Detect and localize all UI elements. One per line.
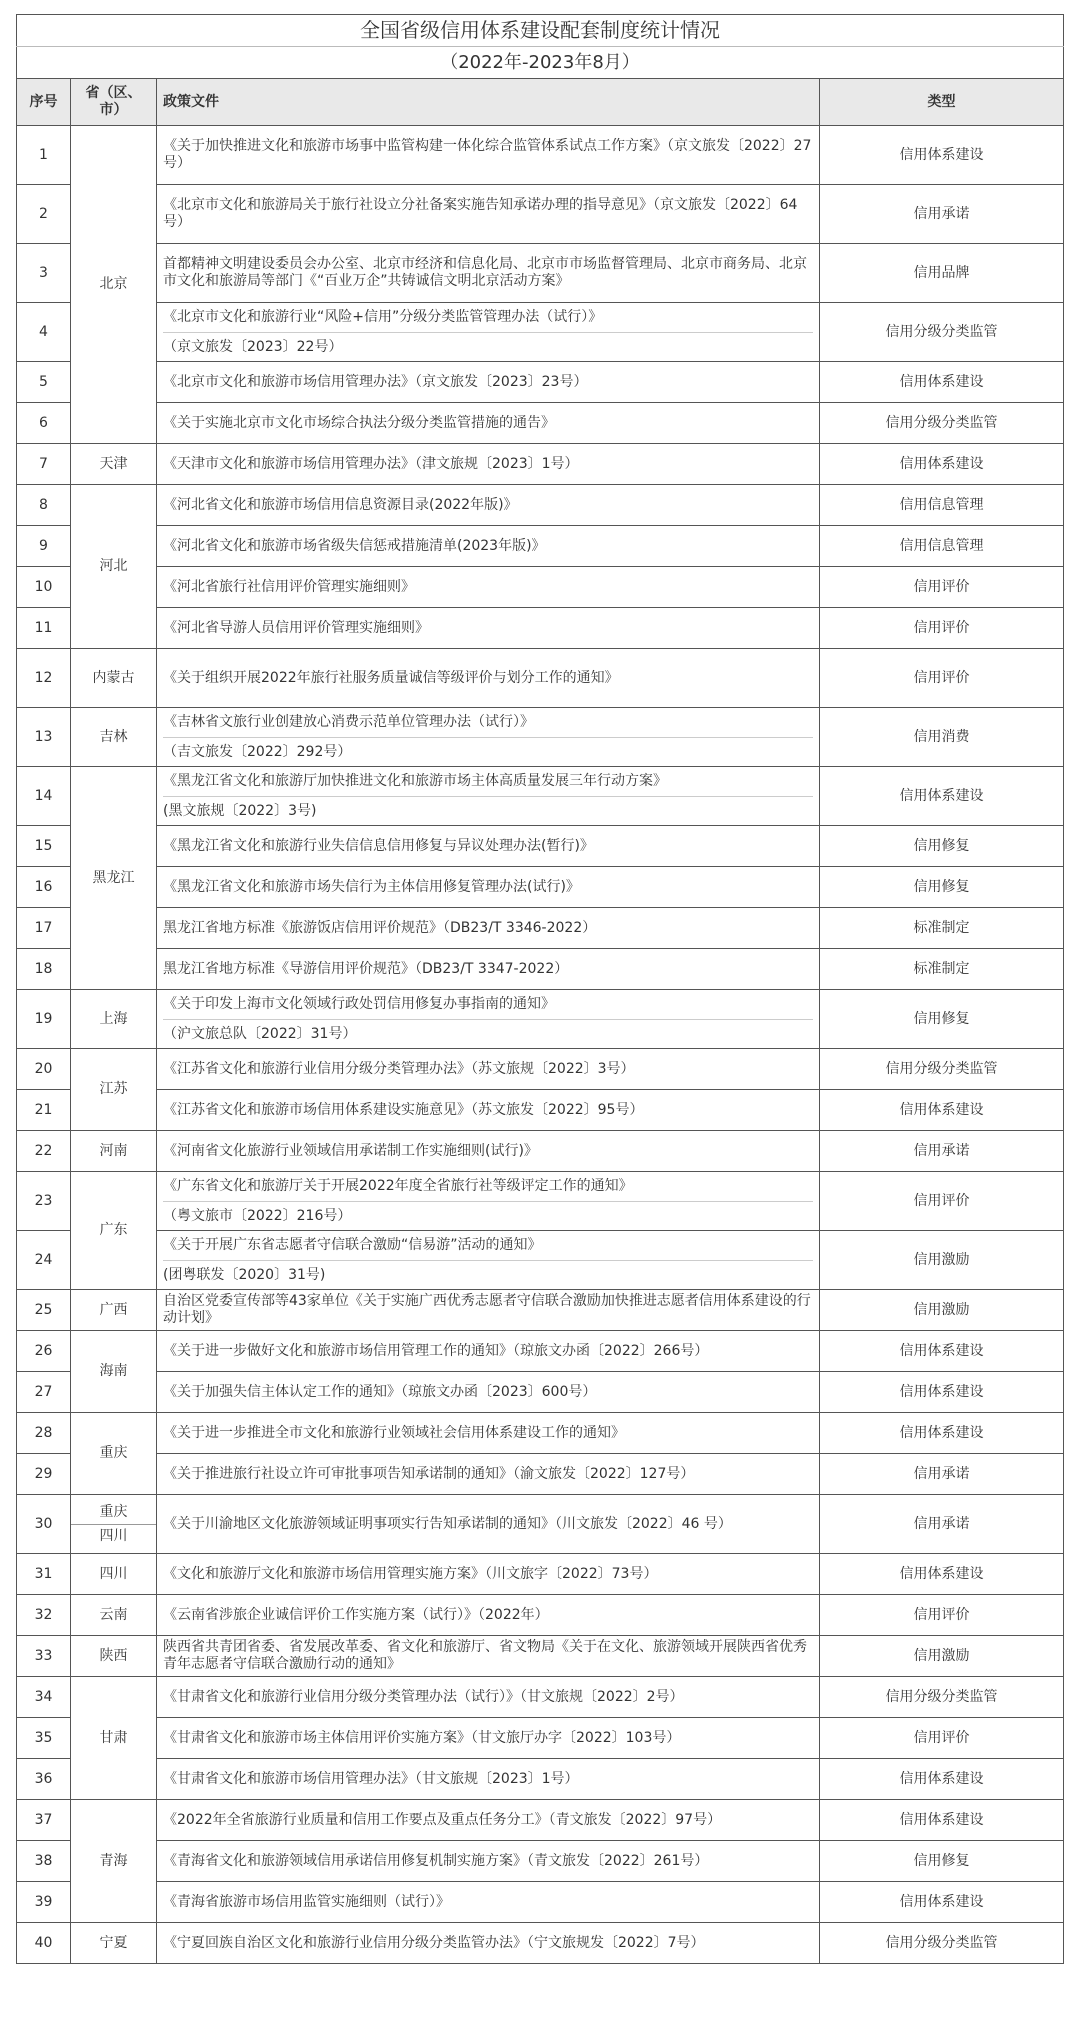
table-row [17, 1413, 1064, 1454]
type-cell: 信用体系建设 [820, 1882, 1064, 1923]
policy-line-2: （京文旅发〔2023〕22号） [163, 338, 343, 355]
type-cell: 信用修复 [820, 826, 1064, 867]
province-cell: 北京 [71, 126, 157, 444]
header-type: 类型 [820, 79, 1064, 126]
policy-cell: 《北京市文化和旅游市场信用管理办法》（京文旅发〔2023〕23号） [157, 362, 820, 403]
header-province: 省（区、市） [71, 79, 157, 126]
row-no: 25 [17, 1290, 71, 1331]
table-row [17, 608, 1064, 649]
province-cell [71, 1495, 157, 1554]
table-row [17, 1290, 1064, 1331]
policy-line-1: 《黑龙江省文化和旅游厅加快推进文化和旅游市场主体高质量发展三年行动方案》 [163, 773, 813, 797]
type-cell: 信用体系建设 [820, 1331, 1064, 1372]
table-row [17, 1718, 1064, 1759]
policy-cell: 《关于进一步做好文化和旅游市场信用管理工作的通知》（琼旅文办函〔2022〕266号） [157, 1331, 820, 1372]
row-no: 14 [17, 767, 71, 826]
type-cell: 信用评价 [820, 567, 1064, 608]
type-cell: 信用分级分类监管 [820, 303, 1064, 362]
policy-cell: 自治区党委宣传部等43家单位《关于实施广西优秀志愿者守信联合激励加快推进志愿者信用体系建设的行动计划》 [157, 1290, 820, 1331]
policy-cell: 《青海省文化和旅游领域信用承诺信用修复机制实施方案》（青文旅发〔2022〕261号） [157, 1841, 820, 1882]
row-no: 15 [17, 826, 71, 867]
header-no: 序号 [17, 79, 71, 126]
row-no: 11 [17, 608, 71, 649]
table-row [17, 1882, 1064, 1923]
province-cell: 黑龙江 [71, 767, 157, 990]
type-cell: 信用承诺 [820, 185, 1064, 244]
province-cell: 甘肃 [71, 1677, 157, 1800]
policy-line-1: 《关于印发上海市文化领域行政处罚信用修复办事指南的通知》 [163, 996, 813, 1020]
row-no: 30 [17, 1495, 71, 1554]
province-cell: 江苏 [71, 1049, 157, 1131]
policy-cell: 《关于推进旅行社设立许可审批事项告知承诺制的通知》（渝文旅发〔2022〕127号） [157, 1454, 820, 1495]
type-cell: 信用体系建设 [820, 1372, 1064, 1413]
type-cell: 信用信息管理 [820, 485, 1064, 526]
type-cell: 信用品牌 [820, 244, 1064, 303]
policy-cell: 《关于加快推进文化和旅游市场事中监管构建一体化综合监管体系试点工作方案》（京文旅发〔2022〕27号） [157, 126, 820, 185]
policy-cell: 《青海省旅游市场信用监管实施细则（试行）》 [157, 1882, 820, 1923]
policy-cell [157, 767, 820, 826]
row-no: 18 [17, 949, 71, 990]
row-no: 3 [17, 244, 71, 303]
type-cell: 信用体系建设 [820, 1090, 1064, 1131]
type-cell: 信用评价 [820, 1172, 1064, 1231]
policy-cell: 黑龙江省地方标准《旅游饭店信用评价规范》（DB23/T 3346-2022） [157, 908, 820, 949]
table-row [17, 1636, 1064, 1677]
type-cell: 信用激励 [820, 1231, 1064, 1290]
row-no: 36 [17, 1759, 71, 1800]
table-row [17, 126, 1064, 185]
province-cell: 广东 [71, 1172, 157, 1290]
table-row [17, 303, 1064, 362]
policy-cell: 《关于加强失信主体认定工作的通知》（琼旅文办函〔2023〕600号） [157, 1372, 820, 1413]
policy-line-2: （吉文旅发〔2022〕292号） [163, 743, 352, 760]
type-cell: 标准制定 [820, 908, 1064, 949]
type-cell: 信用承诺 [820, 1454, 1064, 1495]
type-cell: 信用体系建设 [820, 1759, 1064, 1800]
type-cell: 信用分级分类监管 [820, 1677, 1064, 1718]
policy-cell [157, 990, 820, 1049]
header-policy: 政策文件 [157, 79, 820, 126]
policy-cell: 《河南省文化旅游行业领域信用承诺制工作实施细则(试行)》 [157, 1131, 820, 1172]
policy-table [16, 14, 1064, 1964]
policy-cell: 《甘肃省文化和旅游行业信用分级分类管理办法（试行）》（甘文旅规〔2022〕2号） [157, 1677, 820, 1718]
policy-cell: 《北京市文化和旅游局关于旅行社设立分社备案实施告知承诺办理的指导意见》（京文旅发〔2022〕64号） [157, 185, 820, 244]
table-row [17, 1923, 1064, 1964]
policy-line-1: 《关于开展广东省志愿者守信联合激励“信易游”活动的通知》 [163, 1237, 813, 1261]
table-row [17, 949, 1064, 990]
row-no: 8 [17, 485, 71, 526]
table-row [17, 485, 1064, 526]
policy-cell: 《河北省文化和旅游市场省级失信惩戒措施清单(2023年版)》 [157, 526, 820, 567]
table-row [17, 185, 1064, 244]
type-cell: 信用体系建设 [820, 444, 1064, 485]
policy-line-2: （沪文旅总队〔2022〕31号） [163, 1025, 357, 1042]
row-no: 6 [17, 403, 71, 444]
table-row [17, 1372, 1064, 1413]
province-chongqing: 重庆 [71, 1504, 156, 1525]
policy-line-1: 《吉林省文旅行业创建放心消费示范单位管理办法（试行）》 [163, 714, 813, 738]
type-cell: 信用体系建设 [820, 1800, 1064, 1841]
table-row [17, 1595, 1064, 1636]
row-no: 13 [17, 708, 71, 767]
row-no: 23 [17, 1172, 71, 1231]
type-cell: 信用激励 [820, 1636, 1064, 1677]
type-cell: 信用激励 [820, 1290, 1064, 1331]
policy-cell: 《黑龙江省文化和旅游市场失信行为主体信用修复管理办法(试行)》 [157, 867, 820, 908]
row-no: 9 [17, 526, 71, 567]
row-no: 39 [17, 1882, 71, 1923]
policy-cell: 《江苏省文化和旅游行业信用分级分类管理办法》（苏文旅规〔2022〕3号） [157, 1049, 820, 1090]
policy-cell: 《甘肃省文化和旅游市场主体信用评价实施方案》（甘文旅厅办字〔2022〕103号） [157, 1718, 820, 1759]
province-cell: 河南 [71, 1131, 157, 1172]
type-cell: 信用体系建设 [820, 362, 1064, 403]
province-cell: 内蒙古 [71, 649, 157, 708]
row-no: 21 [17, 1090, 71, 1131]
policy-cell: 《甘肃省文化和旅游市场信用管理办法》（甘文旅规〔2023〕1号） [157, 1759, 820, 1800]
policy-cell: 《黑龙江省文化和旅游行业失信信息信用修复与异议处理办法(暂行)》 [157, 826, 820, 867]
type-cell: 信用评价 [820, 1718, 1064, 1759]
row-no: 10 [17, 567, 71, 608]
type-cell: 信用体系建设 [820, 126, 1064, 185]
table-subtitle: （2022年-2023年8月） [17, 47, 1064, 79]
table-row [17, 1090, 1064, 1131]
type-cell: 信用评价 [820, 608, 1064, 649]
province-cell: 天津 [71, 444, 157, 485]
type-cell: 信用修复 [820, 1841, 1064, 1882]
row-no: 28 [17, 1413, 71, 1454]
row-no: 40 [17, 1923, 71, 1964]
row-no: 20 [17, 1049, 71, 1090]
policy-cell: 《天津市文化和旅游市场信用管理办法》（津文旅规〔2023〕1号） [157, 444, 820, 485]
type-cell: 信用承诺 [820, 1495, 1064, 1554]
policy-cell: 《文化和旅游厅文化和旅游市场信用管理实施方案》（川文旅字〔2022〕73号） [157, 1554, 820, 1595]
policy-cell: 《关于组织开展2022年旅行社服务质量诚信等级评价与划分工作的通知》 [157, 649, 820, 708]
type-cell: 信用评价 [820, 649, 1064, 708]
province-cell: 重庆 [71, 1413, 157, 1495]
type-cell: 信用修复 [820, 867, 1064, 908]
policy-line-2: （粤文旅市〔2022〕216号） [163, 1207, 352, 1224]
table-row [17, 1454, 1064, 1495]
row-no: 2 [17, 185, 71, 244]
table-row [17, 1841, 1064, 1882]
type-cell: 信用体系建设 [820, 1554, 1064, 1595]
table-row [17, 708, 1064, 767]
policy-cell: 《宁夏回族自治区文化和旅游行业信用分级分类监管办法》（宁文旅规发〔2022〕7号） [157, 1923, 820, 1964]
table-row [17, 244, 1064, 303]
type-cell: 信用分级分类监管 [820, 403, 1064, 444]
province-cell: 上海 [71, 990, 157, 1049]
policy-cell [157, 1172, 820, 1231]
policy-cell: 《关于实施北京市文化市场综合执法分级分类监管措施的通告》 [157, 403, 820, 444]
policy-cell: 黑龙江省地方标准《导游信用评价规范》（DB23/T 3347-2022） [157, 949, 820, 990]
table-row [17, 767, 1064, 826]
policy-line-1: 《广东省文化和旅游厅关于开展2022年度全省旅行社等级评定工作的通知》 [163, 1178, 813, 1202]
table-row [17, 1677, 1064, 1718]
row-no: 5 [17, 362, 71, 403]
table-row [17, 1172, 1064, 1231]
province-cell: 青海 [71, 1800, 157, 1923]
row-no: 22 [17, 1131, 71, 1172]
row-no: 32 [17, 1595, 71, 1636]
row-no: 19 [17, 990, 71, 1049]
type-cell: 信用体系建设 [820, 1413, 1064, 1454]
table-row [17, 649, 1064, 708]
table-row [17, 526, 1064, 567]
row-no: 33 [17, 1636, 71, 1677]
province-cell: 陕西 [71, 1636, 157, 1677]
type-cell: 信用体系建设 [820, 767, 1064, 826]
row-no: 34 [17, 1677, 71, 1718]
row-no: 1 [17, 126, 71, 185]
table-row [17, 1495, 1064, 1554]
row-no: 24 [17, 1231, 71, 1290]
type-cell: 信用评价 [820, 1595, 1064, 1636]
policy-cell [157, 1231, 820, 1290]
province-cell: 四川 [71, 1554, 157, 1595]
table-row [17, 1049, 1064, 1090]
type-cell: 信用分级分类监管 [820, 1049, 1064, 1090]
table-row [17, 567, 1064, 608]
table-row [17, 403, 1064, 444]
type-cell: 信用修复 [820, 990, 1064, 1049]
table-row [17, 1800, 1064, 1841]
province-sichuan: 四川 [99, 1527, 128, 1544]
table-row [17, 1131, 1064, 1172]
province-cell: 云南 [71, 1595, 157, 1636]
type-cell: 信用消费 [820, 708, 1064, 767]
type-cell: 信用承诺 [820, 1131, 1064, 1172]
table-row [17, 990, 1064, 1049]
province-cell: 海南 [71, 1331, 157, 1413]
policy-cell: 《河北省旅行社信用评价管理实施细则》 [157, 567, 820, 608]
row-no: 27 [17, 1372, 71, 1413]
statistics-sheet [16, 14, 1063, 1964]
table-row [17, 1554, 1064, 1595]
table-row [17, 1331, 1064, 1372]
policy-cell: 《云南省涉旅企业诚信评价工作实施方案（试行）》（2022年） [157, 1595, 820, 1636]
row-no: 38 [17, 1841, 71, 1882]
policy-cell: 《江苏省文化和旅游市场信用体系建设实施意见》（苏文旅发〔2022〕95号） [157, 1090, 820, 1131]
row-no: 12 [17, 649, 71, 708]
row-no: 37 [17, 1800, 71, 1841]
policy-cell: 陕西省共青团省委、省发展改革委、省文化和旅游厅、省文物局《关于在文化、旅游领域开展陕西省优秀青年志愿者守信联合激励行动的通知》 [157, 1636, 820, 1677]
policy-cell: 《2022年全省旅游行业质量和信用工作要点及重点任务分工》（青文旅发〔2022〕97号） [157, 1800, 820, 1841]
province-cell: 宁夏 [71, 1923, 157, 1964]
policy-cell [157, 708, 820, 767]
policy-cell: 《关于进一步推进全市文化和旅游行业领域社会信用体系建设工作的通知》 [157, 1413, 820, 1454]
policy-cell: 《关于川渝地区文化旅游领域证明事项实行告知承诺制的通知》（川文旅发〔2022〕46 号） [157, 1495, 820, 1554]
table-row [17, 826, 1064, 867]
policy-cell: 首都精神文明建设委员会办公室、北京市经济和信息化局、北京市市场监督管理局、北京市商务局、北京市文化和旅游局等部门《“百业万企”共铸诚信文明北京活动方案》 [157, 244, 820, 303]
row-no: 35 [17, 1718, 71, 1759]
table-row [17, 444, 1064, 485]
policy-line-2: (黑文旅规〔2022〕3号) [163, 802, 317, 819]
province-cell: 广西 [71, 1290, 157, 1331]
table-row [17, 1759, 1064, 1800]
policy-cell [157, 303, 820, 362]
province-cell: 吉林 [71, 708, 157, 767]
table-row [17, 1231, 1064, 1290]
province-cell: 河北 [71, 485, 157, 649]
type-cell: 信用信息管理 [820, 526, 1064, 567]
row-no: 7 [17, 444, 71, 485]
table-row [17, 867, 1064, 908]
row-no: 4 [17, 303, 71, 362]
row-no: 29 [17, 1454, 71, 1495]
type-cell: 标准制定 [820, 949, 1064, 990]
row-no: 16 [17, 867, 71, 908]
type-cell: 信用分级分类监管 [820, 1923, 1064, 1964]
policy-line-2: (团粤联发〔2020〕31号) [163, 1266, 326, 1283]
row-no: 31 [17, 1554, 71, 1595]
row-no: 26 [17, 1331, 71, 1372]
table-row [17, 908, 1064, 949]
policy-line-1: 《北京市文化和旅游行业“风险+信用”分级分类监管管理办法（试行）》 [163, 309, 813, 333]
row-no: 17 [17, 908, 71, 949]
table-title: 全国省级信用体系建设配套制度统计情况 [17, 15, 1064, 47]
policy-cell: 《河北省文化和旅游市场信用信息资源目录(2022年版)》 [157, 485, 820, 526]
table-row [17, 362, 1064, 403]
policy-cell: 《河北省导游人员信用评价管理实施细则》 [157, 608, 820, 649]
